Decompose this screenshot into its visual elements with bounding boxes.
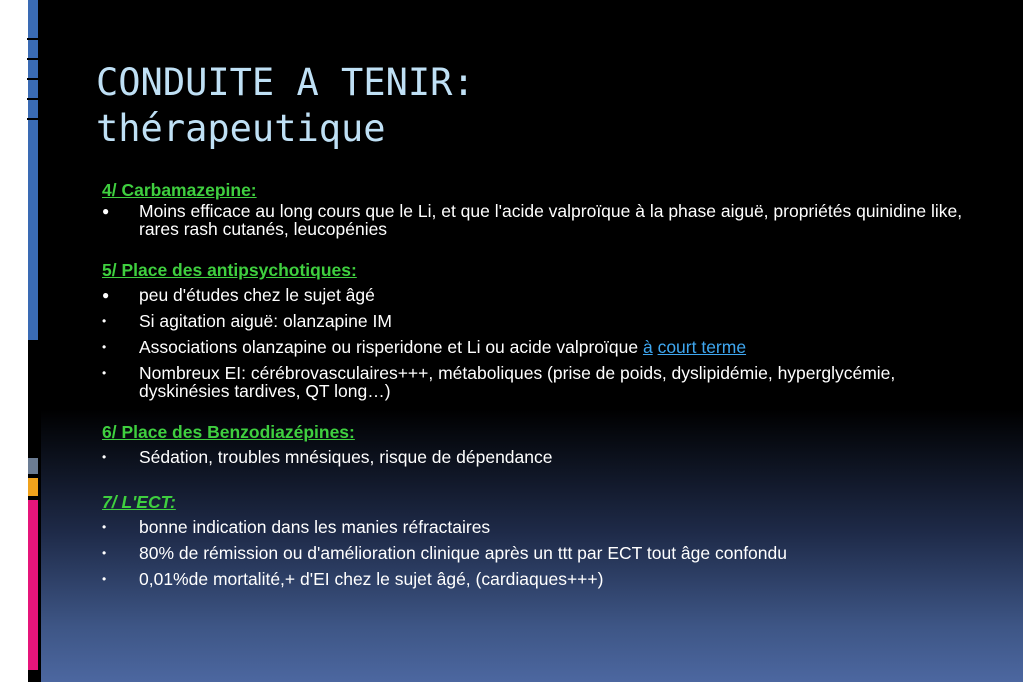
sidebar-grey-block <box>28 458 38 474</box>
slide-body <box>102 178 982 592</box>
item-text: Nombreux EI: cérébrovasculaires+++, métaboliques (prise de poids, dyslipidémie, hyperglycémie, dyskinésies tardives, QT long…) <box>139 363 896 401</box>
title-line-1: CONDUITE A TENIR: <box>96 61 475 104</box>
item-text: 80% de rémission ou d'amélioration clinique après un ttt par ECT tout âge confondu <box>139 543 787 563</box>
sidebar-notch <box>27 98 38 100</box>
bullet-icon: ● <box>102 288 110 302</box>
sidebar-white-stripe <box>0 0 28 682</box>
list-item <box>102 202 982 238</box>
item-text: 0,01%de mortalité,+ d'EI chez le sujet âgé, (cardiaques+++) <box>139 569 604 589</box>
bullet-icon: • <box>102 546 107 560</box>
bullet-icon: • <box>102 340 107 354</box>
bullet-icon: ● <box>102 204 110 218</box>
item-text: peu d'études chez le sujet âgé <box>139 285 375 305</box>
list-item <box>102 540 982 566</box>
section-heading-carbamazepine: 4/ Carbamazepine: <box>102 180 257 200</box>
item-text: Sédation, troubles mnésiques, risque de dépendance <box>139 447 553 467</box>
bullet-icon: • <box>102 572 107 586</box>
list-item <box>102 444 982 470</box>
sidebar-notch <box>27 38 38 40</box>
list-item <box>102 364 982 400</box>
title-line-2: thérapeutique <box>96 107 386 150</box>
sidebar-orange-block <box>28 478 38 496</box>
decorative-sidebar <box>0 0 41 682</box>
list-item <box>102 514 982 540</box>
bullet-icon: • <box>102 366 107 380</box>
sidebar-blue-stripe <box>28 0 38 340</box>
sidebar-notch <box>27 118 38 120</box>
section-heading-antipsychotiques: 5/ Place des antipsychotiques: <box>102 260 357 280</box>
list-item <box>102 308 982 334</box>
heading-text: 6/ Place des Benzodiazépines <box>102 422 350 442</box>
section-heading-benzodiazepines <box>102 420 982 444</box>
item-text: Associations olanzapine ou risperidone et Li ou acide valproïque <box>139 337 639 357</box>
link-court-terme[interactable]: court terme <box>657 337 747 357</box>
section-heading-ect: 7/ L'ECT: <box>102 492 176 512</box>
heading-suffix: : <box>349 422 355 442</box>
sidebar-pink-stripe <box>28 500 38 670</box>
item-text: Si agitation aiguë: olanzapine IM <box>139 311 392 331</box>
slide-title <box>96 60 976 152</box>
sidebar-notch <box>27 58 38 60</box>
link-a[interactable]: à <box>642 337 653 357</box>
list-item <box>102 282 982 308</box>
item-text: bonne indication dans les manies réfractaires <box>139 517 491 537</box>
item-text: Moins efficace au long cours que le Li, et que l'acide valproïque à la phase aiguë, propriétés quinidine like, rares rash cutanés, leucopénies <box>139 201 963 239</box>
bullet-icon: • <box>102 520 107 534</box>
sidebar-notch <box>27 78 38 80</box>
list-item <box>102 566 982 592</box>
bullet-icon: • <box>102 314 107 328</box>
list-item <box>102 334 982 360</box>
bullet-icon: • <box>102 450 107 464</box>
